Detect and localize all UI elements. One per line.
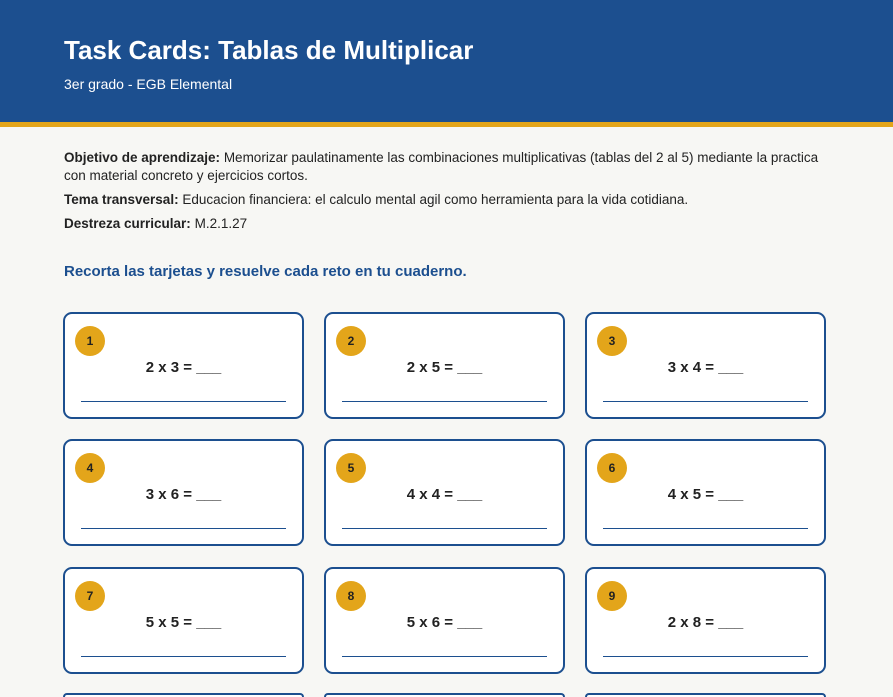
destreza-text: M.2.1.27 [194, 216, 248, 231]
task-card-partial [585, 693, 826, 697]
card-number-badge: 3 [597, 326, 627, 356]
task-card [324, 439, 565, 546]
objetivo-text: Memorizar paulatinamente las combinaciones multiplicativas (tablas del 2 al 5) mediante la practica con material concreto y ejercicios cortos. [64, 150, 819, 183]
tema-paragraph [64, 191, 824, 209]
card-number-badge: 8 [336, 581, 366, 611]
task-card [63, 439, 304, 546]
task-card [63, 567, 304, 674]
tema-label: Tema transversal: [64, 192, 179, 207]
answer-line [81, 656, 286, 657]
answer-line [603, 401, 808, 402]
page-header [0, 0, 893, 127]
card-number-badge: 4 [75, 453, 105, 483]
card-problem: 2 x 5 = ___ [406, 359, 483, 376]
card-problem: 5 x 5 = ___ [145, 614, 222, 631]
card-problem: 3 x 6 = ___ [145, 486, 222, 503]
answer-line [603, 656, 808, 657]
task-card [324, 312, 565, 419]
card-problem: 2 x 8 = ___ [667, 614, 744, 631]
destreza-paragraph [64, 215, 824, 233]
card-problem: 5 x 6 = ___ [406, 614, 483, 631]
card-problem: 3 x 4 = ___ [667, 359, 744, 376]
answer-line [342, 656, 547, 657]
task-card [585, 567, 826, 674]
answer-line [342, 401, 547, 402]
card-number-badge: 2 [336, 326, 366, 356]
answer-line [603, 528, 808, 529]
page-title: Task Cards: Tablas de Multiplicar [64, 35, 474, 65]
task-card-partial [324, 693, 565, 697]
answer-line [81, 401, 286, 402]
page-subtitle: 3er grado - EGB Elemental [64, 76, 233, 92]
card-number-badge: 9 [597, 581, 627, 611]
task-card [63, 312, 304, 419]
answer-line [81, 528, 286, 529]
tema-text: Educacion financiera: el calculo mental agil como herramienta para la vida cotidiana. [182, 192, 689, 207]
card-problem: 4 x 4 = ___ [406, 486, 483, 503]
answer-line [342, 528, 547, 529]
task-card-partial [63, 693, 304, 697]
objetivo-label: Objetivo de aprendizaje: [64, 150, 221, 165]
task-card [585, 312, 826, 419]
learning-objectives [64, 149, 824, 239]
objetivo-paragraph [64, 149, 824, 185]
card-number-badge: 7 [75, 581, 105, 611]
card-number-badge: 1 [75, 326, 105, 356]
card-problem: 4 x 5 = ___ [667, 486, 744, 503]
card-number-badge: 6 [597, 453, 627, 483]
destreza-label: Destreza curricular: [64, 216, 191, 231]
task-card [324, 567, 565, 674]
instruction-heading: Recorta las tarjetas y resuelve cada reto en tu cuaderno. [64, 263, 467, 280]
task-card [585, 439, 826, 546]
card-number-badge: 5 [336, 453, 366, 483]
card-problem: 2 x 3 = ___ [145, 359, 222, 376]
